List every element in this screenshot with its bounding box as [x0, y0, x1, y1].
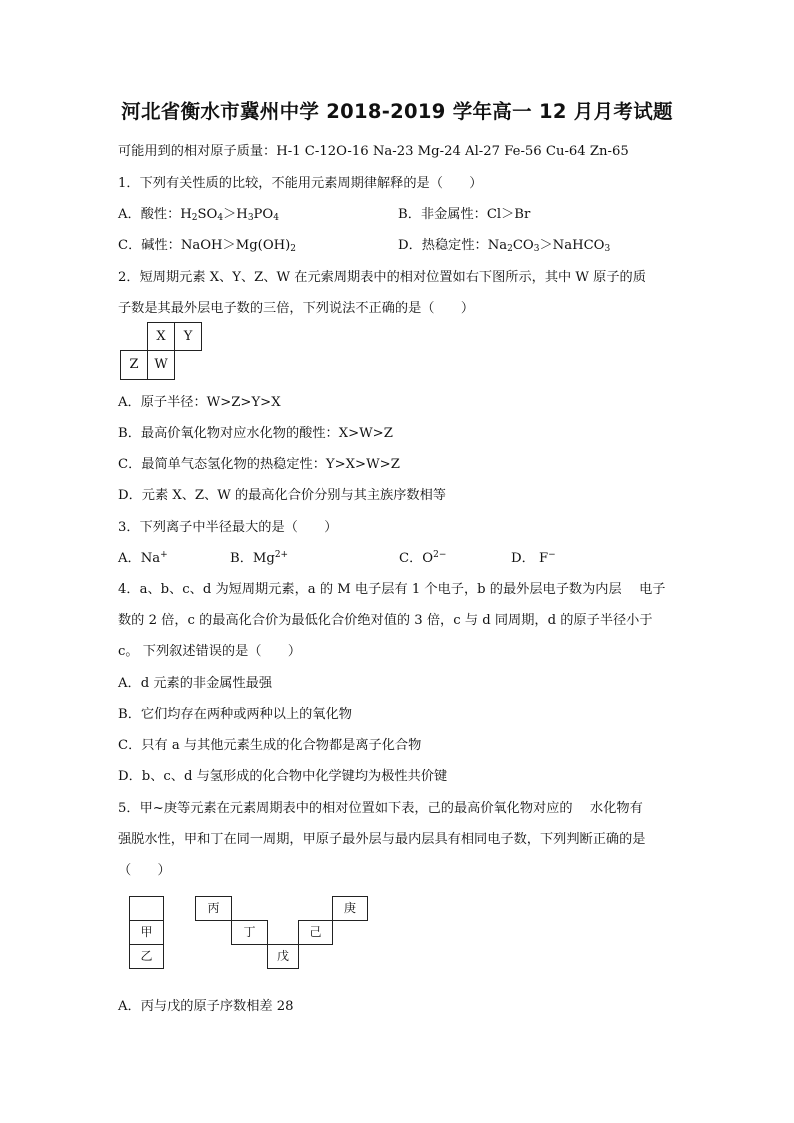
q5-cell-empty	[129, 896, 164, 921]
q4-stem-line2: 数的 2 倍，c 的最高化合价为最低化合价绝对值的 3 倍，c 与 d 同周期，d 的原子半径小于	[118, 613, 653, 628]
q5-stem-line1: 5．甲~庚等元素在元素周期表中的相对位置如下表，己的最高价氧化物对应的 水化物有	[118, 801, 643, 816]
q5-cell-ji: 己	[298, 920, 333, 945]
q5-cell-yi: 乙	[129, 944, 164, 969]
q3-option-d: D． F−	[511, 550, 556, 566]
q3-option-b: B．$Mg^{2+}$	[230, 550, 289, 566]
q4-stem-line3: c。 下列叙述错误的是（ ）	[118, 644, 302, 659]
q2-option-d: D．元素 X、Z、W 的最高化合价分别与其主族序数相等	[118, 488, 446, 503]
q1-option-b: B．非金属性：Cl＞Br	[398, 207, 531, 222]
q3-stem: 3．下列离子中半径最大的是（ ）	[118, 520, 338, 535]
q5-cell-wu: 戊	[267, 944, 299, 969]
q2-option-a: A．原子半径：W>Z>Y>X	[118, 395, 281, 410]
q3-option-a: A．Na+	[118, 550, 168, 566]
q5-cell-ding: 丁	[231, 920, 268, 945]
atomic-masses-line: 可能用到的相对原子质量：H-1 C-12O-16 Na-23 Mg-24 Al-27 Fe-56 Cu-64 Zn-65	[118, 144, 629, 159]
q2-cell-z: Z	[120, 350, 148, 380]
q5-cell-jia: 甲	[129, 920, 164, 945]
q4-stem-line1: 4．a、b、c、d 为短周期元素，a 的 M 电子层有 1 个电子，b 的最外层电子数为内层 电子	[118, 582, 666, 597]
q1-option-c: C．碱性：$NaOH>Mg(OH)_2$	[118, 238, 297, 254]
q2-stem-line2: 子数是其最外层电子数的三倍，下列说法不正确的是（ ）	[118, 301, 475, 316]
q2-cell-w: W	[147, 350, 175, 380]
q3-option-c: C．$O^{2-}$	[399, 550, 447, 566]
q2-option-b: B．最高价氧化物对应水化物的酸性：X>W>Z	[118, 426, 393, 441]
q1-options-row2	[118, 234, 611, 254]
q1-option-a: A．酸性：$H_2SO_4>H_3PO_4$	[118, 207, 279, 223]
q4-option-a: A．d 元素的非金属性最强	[118, 676, 273, 691]
q2-cell-y: Y	[174, 322, 202, 351]
q4-option-d: D．b、c、d 与氢形成的化合物中化学键均为极性共价键	[118, 769, 448, 784]
q2-cell-x: X	[147, 322, 175, 351]
q2-option-c: C．最简单气态氢化物的热稳定性：Y>X>W>Z	[118, 457, 400, 472]
q1-option-d: D．热稳定性：$Na_2CO_3>NaHCO_3$	[398, 238, 611, 254]
q2-stem-line1: 2．短周期元素 X、Y、Z、W 在元索周期表中的相对位置如右下图所示，其中 W 原子的质	[118, 270, 646, 285]
q1-options-row1	[118, 203, 531, 223]
q5-option-a: A．丙与戊的原子序数相差 28	[118, 999, 294, 1014]
q5-cell-geng: 庚	[332, 896, 368, 921]
q4-option-c: C．只有 a 与其他元素生成的化合物都是离子化合物	[118, 738, 422, 753]
q5-stem-line3: （ ）	[118, 863, 171, 878]
q5-cell-bing: 丙	[195, 896, 232, 921]
page-title: 河北省衡水市冀州中学 2018-2019 学年高一 12 月月考试题	[121, 100, 673, 123]
q1-stem: 1．下列有关性质的比较，不能用元素周期律解释的是（ ）	[118, 176, 483, 191]
q4-option-b: B．它们均存在两种或两种以上的氧化物	[118, 707, 352, 722]
q5-stem-line2: 强脱水性，甲和丁在同一周期，甲原子最外层与最内层具有相同电子数，下列判断正确的是	[118, 832, 646, 847]
